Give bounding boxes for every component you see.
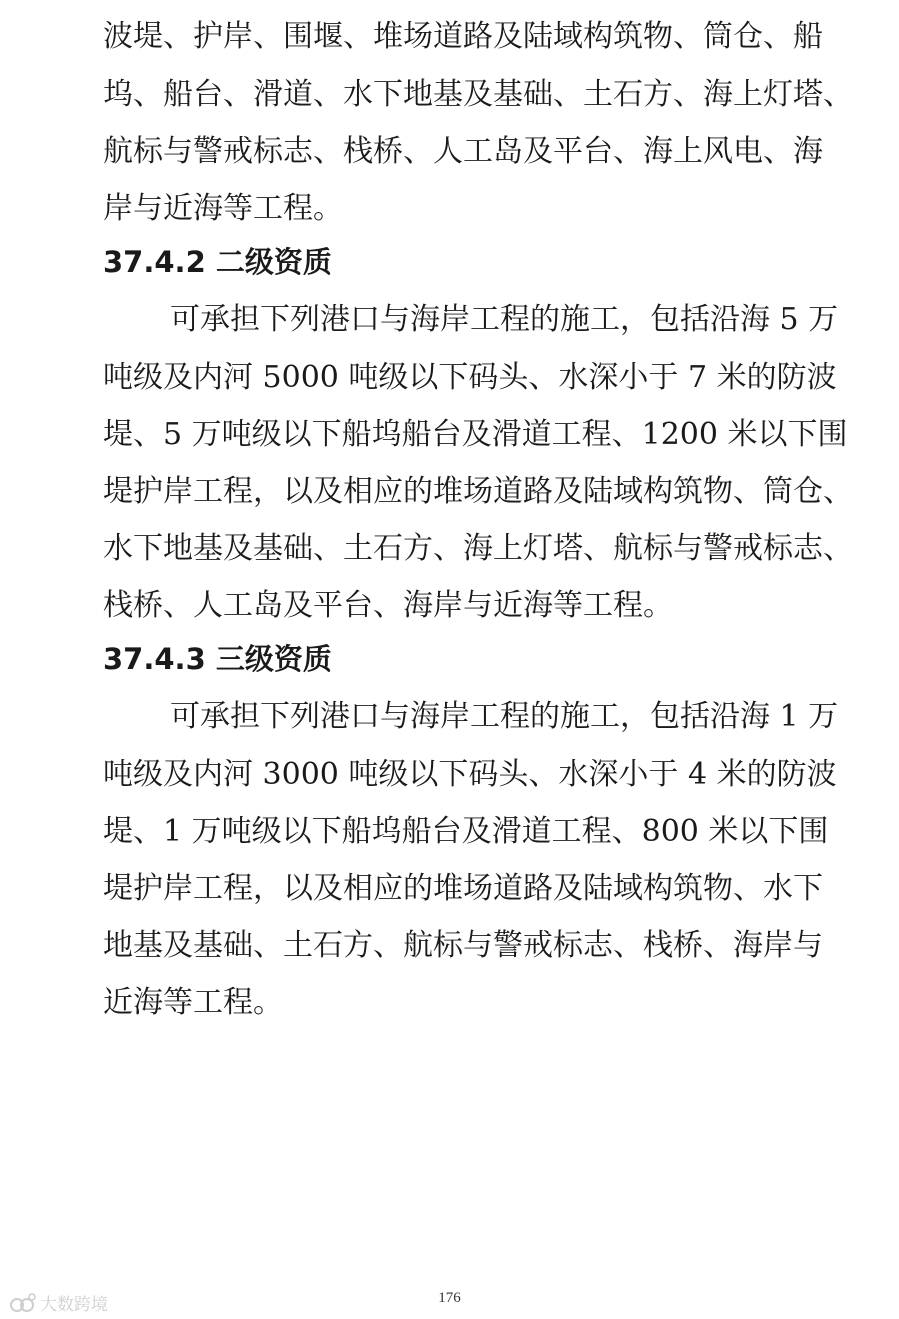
section2-line-3: 堤、5 万吨级以下船坞船台及滑道工程、1200 米以下围 <box>103 417 848 452</box>
section2-line-2: 吨级及内河 5000 吨级以下码头、水深小于 7 米的防波 <box>103 360 837 395</box>
brand-logo-icon <box>10 1292 36 1314</box>
section3-line-3: 堤、1 万吨级以下船坞船台及滑道工程、800 米以下围 <box>103 814 829 849</box>
section3-line-6: 近海等工程。 <box>103 985 283 1020</box>
section3-line-2: 吨级及内河 3000 吨级以下码头、水深小于 4 米的防波 <box>103 757 837 792</box>
intro-line-2: 坞、船台、滑道、水下地基及基础、土石方、海上灯塔、 <box>103 77 853 112</box>
intro-line-3: 航标与警戒标志、栈桥、人工岛及平台、海上风电、海 <box>103 134 823 169</box>
section2-line-6: 栈桥、人工岛及平台、海岸与近海等工程。 <box>103 588 673 623</box>
section2-line-4: 堤护岸工程，以及相应的堆场道路及陆域构筑物、筒仓、 <box>103 474 853 509</box>
section3-line-1: 可承担下列港口与海岸工程的施工，包括沿海 1 万 <box>170 699 839 734</box>
watermark-text: 大数跨境 <box>40 1295 108 1315</box>
watermark <box>10 1290 108 1315</box>
section3-line-4: 堤护岸工程，以及相应的堆场道路及陆域构筑物、水下 <box>103 871 823 906</box>
page-number: 176 <box>438 1290 461 1306</box>
intro-line-1: 波堤、护岸、围堰、堆场道路及陆域构筑物、筒仓、船 <box>103 19 823 54</box>
section-heading-third-grade: 37.4.3 三级资质 <box>103 642 332 676</box>
intro-line-4: 岸与近海等工程。 <box>103 191 343 226</box>
section-heading-second-grade: 37.4.2 二级资质 <box>103 245 332 279</box>
section3-line-5: 地基及基础、土石方、航标与警戒标志、栈桥、海岸与 <box>103 928 823 963</box>
section2-line-1: 可承担下列港口与海岸工程的施工，包括沿海 5 万 <box>170 302 839 337</box>
section2-line-5: 水下地基及基础、土石方、海上灯塔、航标与警戒标志、 <box>103 531 853 566</box>
